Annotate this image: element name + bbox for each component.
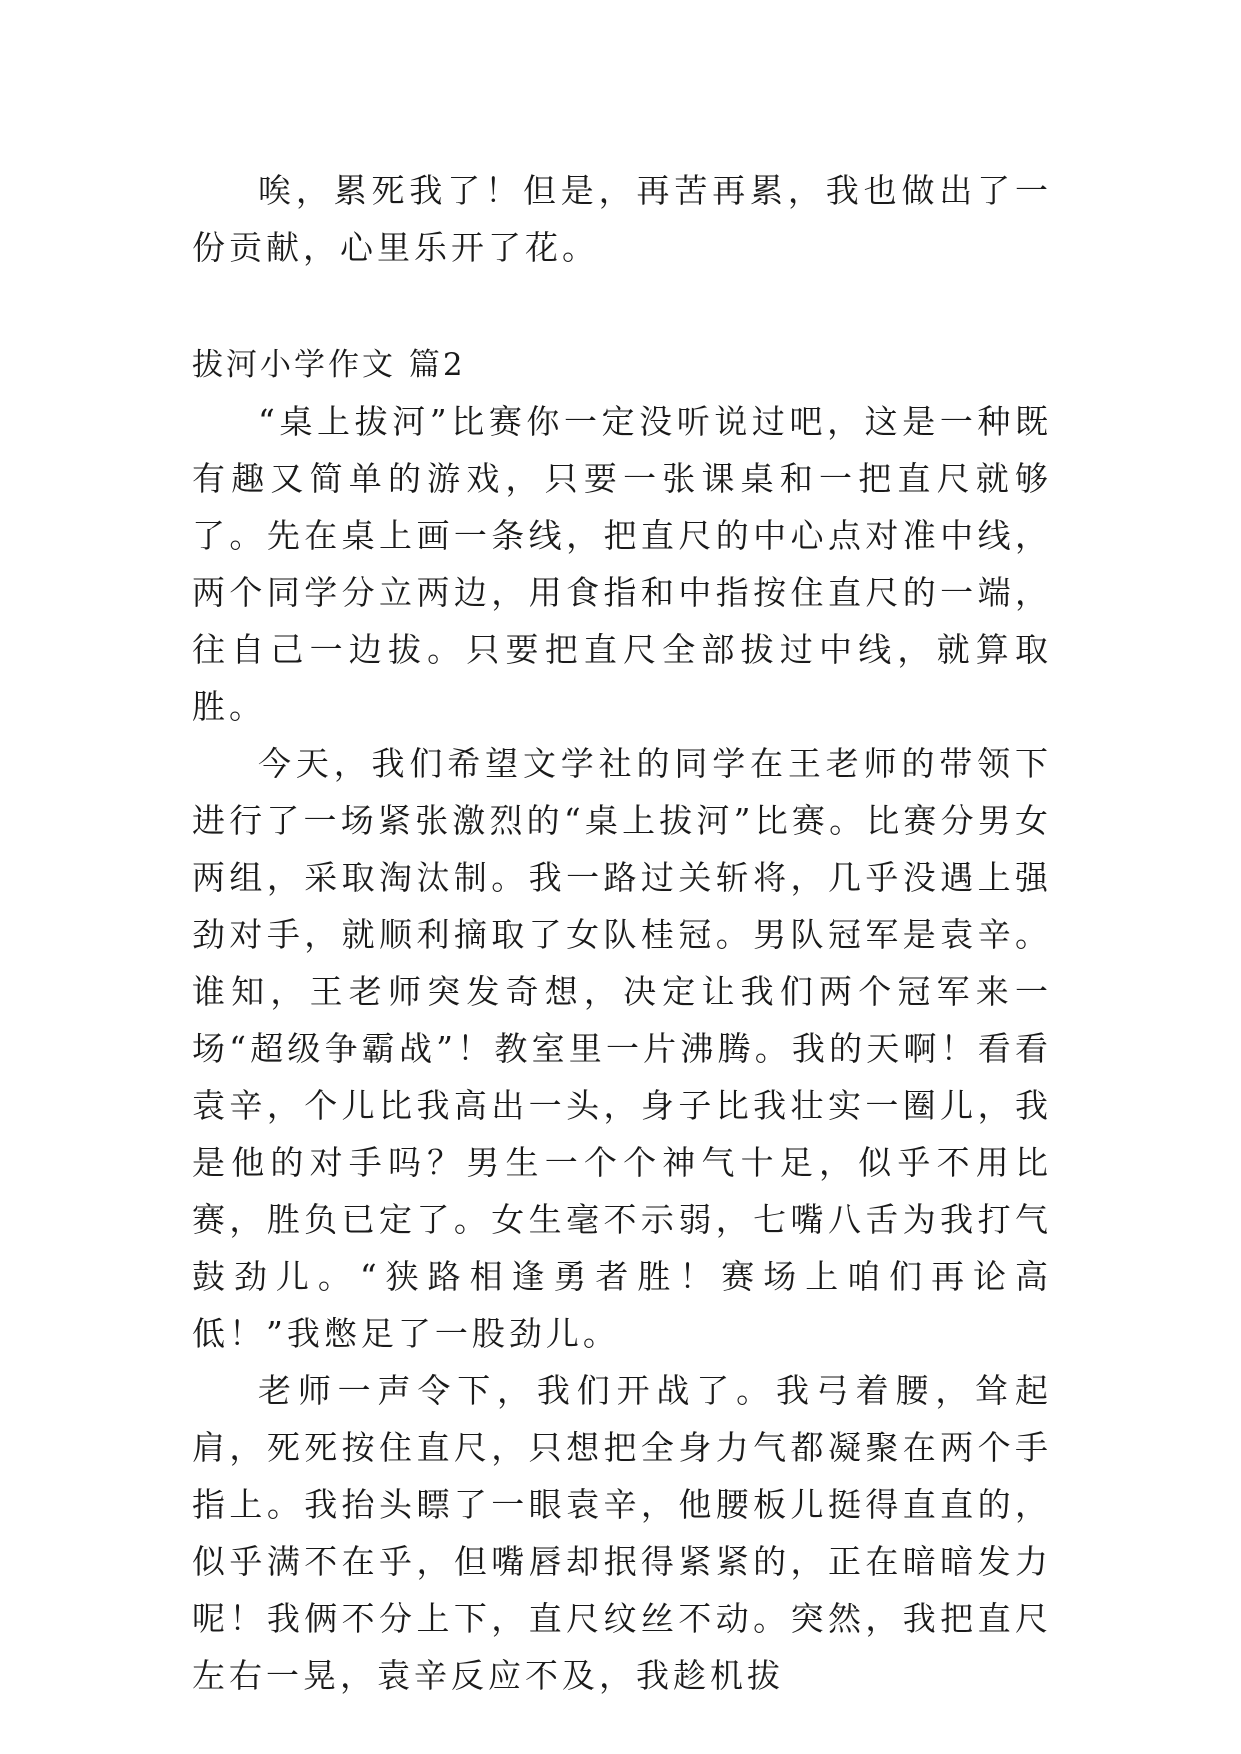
essay-paragraph-2: 今天，我们希望文学社的同学在王老师的带领下进行了一场紧张激烈的“桌上拔河”比赛。比赛分男女两组，采取淘汰制。我一路过关斩将，几乎没遇上强劲对手，就顺利摘取了女队桂冠。男队冠军是袁辛。谁知，王老师突发奇想，决定让我们两个冠军来一场“超级争霸战”！教室里一片沸腾。我的天啊！看看袁辛，个儿比我高出一头，身子比我壮实一圈儿，我是他的对手吗？男生一个个神气十足，似乎不用比赛，胜负已定了。女生毫不示弱，七嘴八舌为我打气鼓劲儿。“狭路相逢勇者胜！赛场上咱们再论高低！”我憋足了一股劲儿。: [192, 744, 1052, 1353]
section-title: 拔河小学作文 篇2: [192, 347, 466, 383]
top-paragraph: 唉，累死我了！但是，再苦再累，我也做出了一份贡献，心里乐开了花。: [192, 171, 1052, 267]
essay-paragraph-1: “桌上拔河”比赛你一定没听说过吧，这是一种既有趣又简单的游戏，只要一张课桌和一把直尺就够了。先在桌上画一条线，把直尺的中心点对准中线，两个同学分立两边，用食指和中指按住直尺的一端，往自己一边拔。只要把直尺全部拔过中线，就算取胜。: [192, 402, 1052, 726]
essay-paragraph-3: 老师一声令下，我们开战了。我弓着腰，耸起肩，死死按住直尺，只想把全身力气都凝聚在两个手指上。我抬头瞟了一眼袁辛，他腰板儿挺得直直的，似乎满不在乎，但嘴唇却抿得紧紧的，正在暗暗发力呢！我俩不分上下，直尺纹丝不动。突然，我把直尺左右一晃，袁辛反应不及，我趁机拔: [192, 1371, 1052, 1695]
top-text-block: [192, 162, 1052, 276]
essay-body: [192, 393, 1052, 1704]
